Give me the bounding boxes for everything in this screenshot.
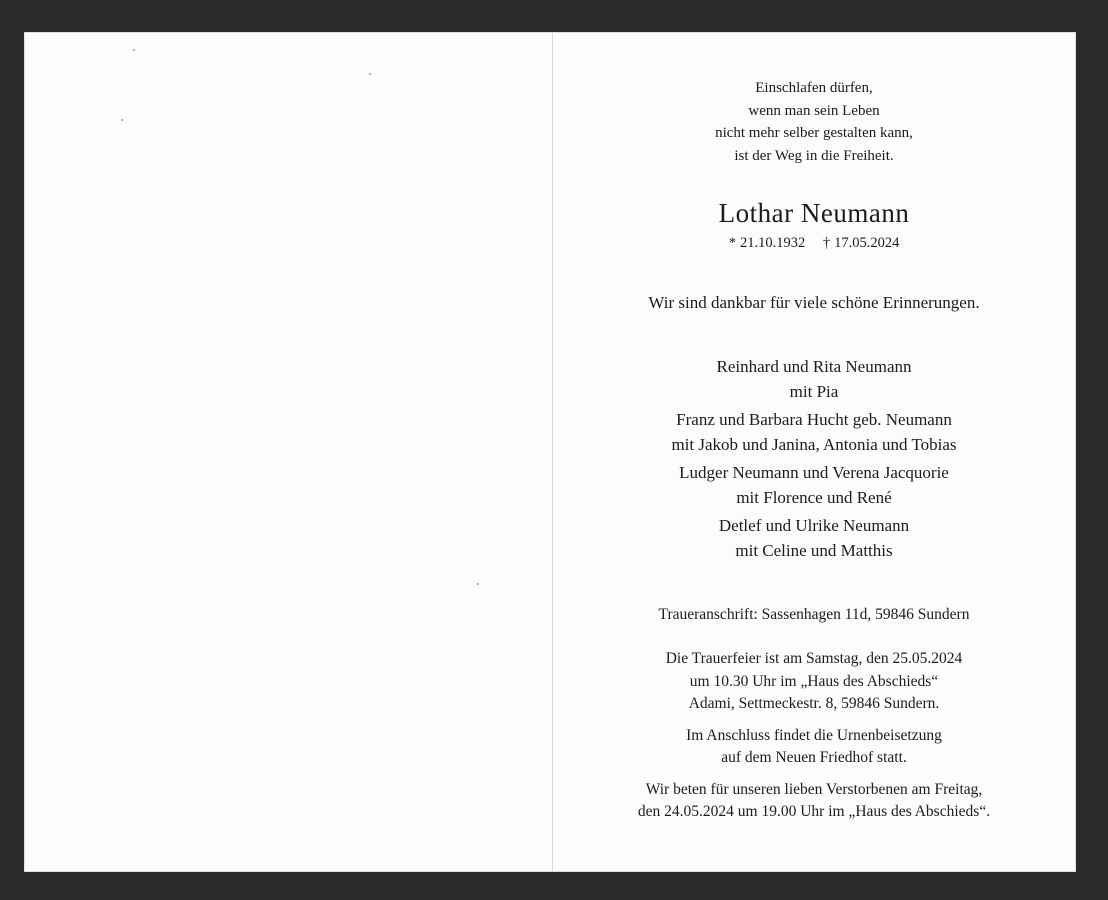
mourning-card — [25, 33, 1075, 871]
family-children: mit Celine und Matthis — [735, 540, 893, 560]
prayer-line: Wir beten für unseren lieben Verstorbenen am Freitag, — [645, 780, 983, 798]
family-names: Detlef und Ulrike Neumann — [718, 516, 910, 535]
speck-mark — [477, 583, 479, 585]
poem-line: wenn man sein Leben — [748, 102, 880, 119]
mourning-address: Traueranschrift: Sassenhagen 11d, 59846 Sundern — [658, 606, 970, 623]
deceased-name: Lothar Neumann — [718, 198, 910, 228]
family-group — [553, 355, 1075, 404]
birth-date — [729, 233, 806, 253]
burial-paragraph — [553, 725, 1075, 770]
deceased-block — [553, 197, 1075, 253]
birth-symbol: * — [728, 235, 736, 251]
family-names: Ludger Neumann und Verena Jacquorie — [679, 463, 949, 482]
card-right-panel — [553, 33, 1075, 871]
family-names: Reinhard und Rita Neumann — [716, 357, 912, 376]
poem-line: ist der Weg in die Freiheit. — [734, 147, 894, 164]
funeral-line: Adami, Settmeckestr. 8, 59846 Sundern. — [688, 695, 940, 712]
speck-mark — [369, 73, 371, 75]
family-group — [553, 514, 1075, 563]
poem-line: nicht mehr selber gestalten kann, — [715, 125, 913, 141]
burial-line: Im Anschluss findet die Urnenbeisetzung — [686, 726, 942, 744]
family-names: Franz und Barbara Hucht geb. Neumann — [676, 410, 952, 429]
life-dates — [553, 233, 1075, 253]
family-children: mit Jakob und Janina, Antonia und Tobias — [671, 434, 957, 454]
death-date — [823, 233, 900, 253]
card-left-panel — [25, 33, 552, 871]
poem — [553, 77, 1075, 167]
death-date-value: 17.05.2024 — [834, 235, 900, 251]
burial-line: auf dem Neuen Friedhof statt. — [721, 749, 907, 766]
ceremony-info — [553, 648, 1075, 833]
prayer-line: den 24.05.2024 um 19.00 Uhr im „Haus des Abschieds“. — [637, 803, 991, 820]
funeral-paragraph — [553, 648, 1075, 716]
poem-line: Einschlafen dürfen, — [755, 80, 873, 96]
prayer-paragraph — [553, 779, 1075, 824]
funeral-line: Die Trauerfeier ist am Samstag, den 25.05.2024 — [665, 650, 963, 667]
birth-date-value: 21.10.1932 — [739, 235, 806, 251]
family-children: mit Florence und René — [736, 487, 892, 507]
speck-mark — [133, 49, 135, 51]
cross-symbol: † — [822, 235, 831, 251]
family-children: mit Pia — [789, 381, 839, 401]
gratitude-line: Wir sind dankbar für viele schöne Erinnerungen. — [648, 293, 980, 312]
funeral-line: um 10.30 Uhr im „Haus des Abschieds“ — [689, 672, 939, 690]
family-group — [553, 461, 1075, 510]
family-list — [553, 355, 1075, 567]
family-group — [553, 408, 1075, 457]
speck-mark — [121, 119, 123, 121]
